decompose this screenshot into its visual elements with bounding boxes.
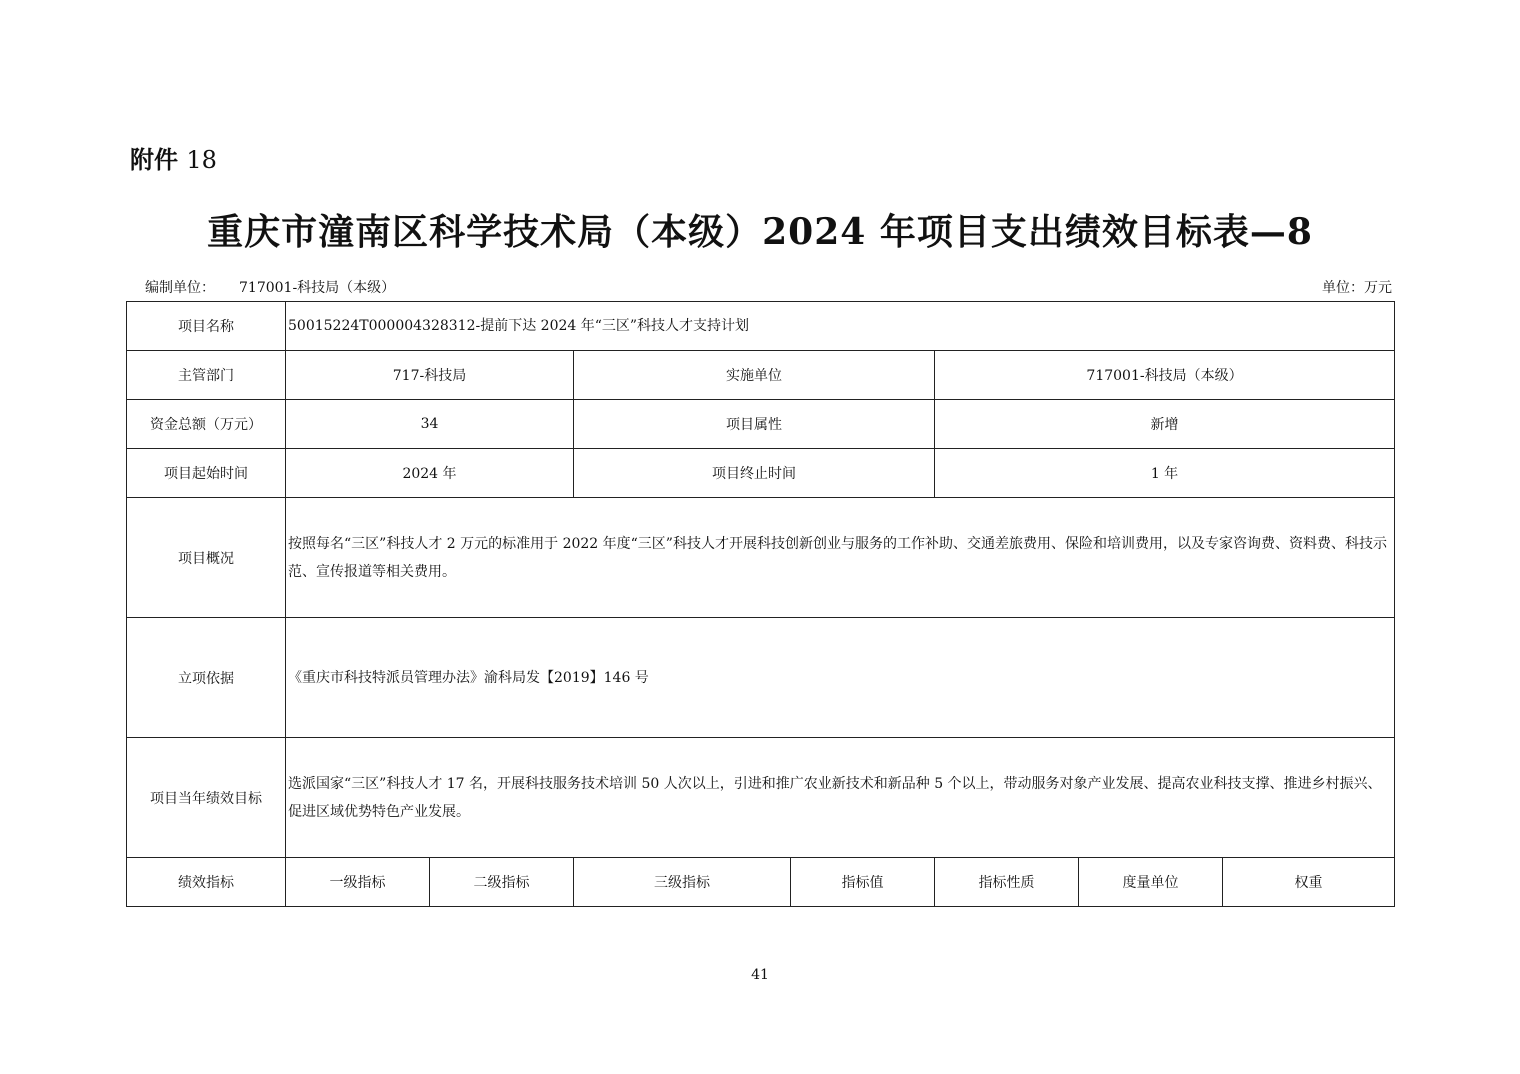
- perf-header-cell: 指标值: [791, 858, 935, 907]
- table-row: [127, 449, 1395, 498]
- start-label: 项目起始时间: [127, 449, 286, 498]
- money-unit: 单位：万元: [1322, 280, 1392, 296]
- basis-value: 《重庆市科技特派员管理办法》渝科局发【2019】146 号: [286, 618, 1395, 738]
- table-row: [127, 351, 1395, 400]
- attr-value: 新增: [935, 400, 1395, 449]
- attachment-label: [130, 140, 217, 175]
- perf-header-cell: 一级指标: [286, 858, 430, 907]
- impl-value: 717001-科技局（本级）: [935, 351, 1395, 400]
- performance-table: [126, 301, 1395, 907]
- perf-header-row: [127, 858, 1395, 907]
- table-row: [127, 302, 1395, 351]
- page-number: 41: [751, 967, 769, 983]
- goal-value: 选派国家“三区”科技人才 17 名，开展科技服务技术培训 50 人次以上，引进和推广农业新技术和新品种 5 个以上，带动服务对象产业发展、提高农业科技支撑、推进乡村振兴、促进区域优势特色产业发展。: [286, 738, 1395, 858]
- attr-label: 项目属性: [574, 400, 935, 449]
- basis-label: 立项依据: [127, 618, 286, 738]
- table-row: [127, 498, 1395, 618]
- perf-header-cell: 指标性质: [935, 858, 1079, 907]
- perf-header-cell: 绩效指标: [127, 858, 286, 907]
- perf-header-cell: 二级指标: [430, 858, 574, 907]
- impl-label: 实施单位: [574, 351, 935, 400]
- overview-value: 按照每名“三区”科技人才 2 万元的标准用于 2022 年度“三区”科技人才开展科技创新创业与服务的工作补助、交通差旅费用、保险和培训费用，以及专家咨询费、资料费、科技示范、宣传报道等相关费用。: [286, 498, 1395, 618]
- table-row: [127, 738, 1395, 858]
- start-value: 2024 年: [286, 449, 574, 498]
- attachment-number: 18: [186, 146, 217, 174]
- compiling-unit: [145, 277, 395, 297]
- dept-value: 717-科技局: [286, 351, 574, 400]
- perf-header-cell: 权重: [1223, 858, 1395, 907]
- table-row: [127, 618, 1395, 738]
- attachment-word: 附件: [130, 146, 178, 174]
- dept-label: 主管部门: [127, 351, 286, 400]
- end-value: 1 年: [935, 449, 1395, 498]
- compiling-unit-value: 717001-科技局（本级）: [239, 280, 396, 296]
- overview-label: 项目概况: [127, 498, 286, 618]
- project-name-value: 50015224T000004328312-提前下达 2024 年“三区”科技人才支持计划: [286, 302, 1395, 351]
- project-name-label: 项目名称: [127, 302, 286, 351]
- table-row: [127, 400, 1395, 449]
- fund-value: 34: [286, 400, 574, 449]
- goal-label: 项目当年绩效目标: [127, 738, 286, 858]
- perf-header-cell: 度量单位: [1079, 858, 1223, 907]
- compiling-unit-label: 编制单位：: [145, 280, 215, 296]
- fund-label: 资金总额（万元）: [127, 400, 286, 449]
- end-label: 项目终止时间: [574, 449, 935, 498]
- page-title: 重庆市潼南区科学技术局（本级）2024 年项目支出绩效目标表—8: [207, 211, 1313, 253]
- perf-header-cell: 三级指标: [574, 858, 791, 907]
